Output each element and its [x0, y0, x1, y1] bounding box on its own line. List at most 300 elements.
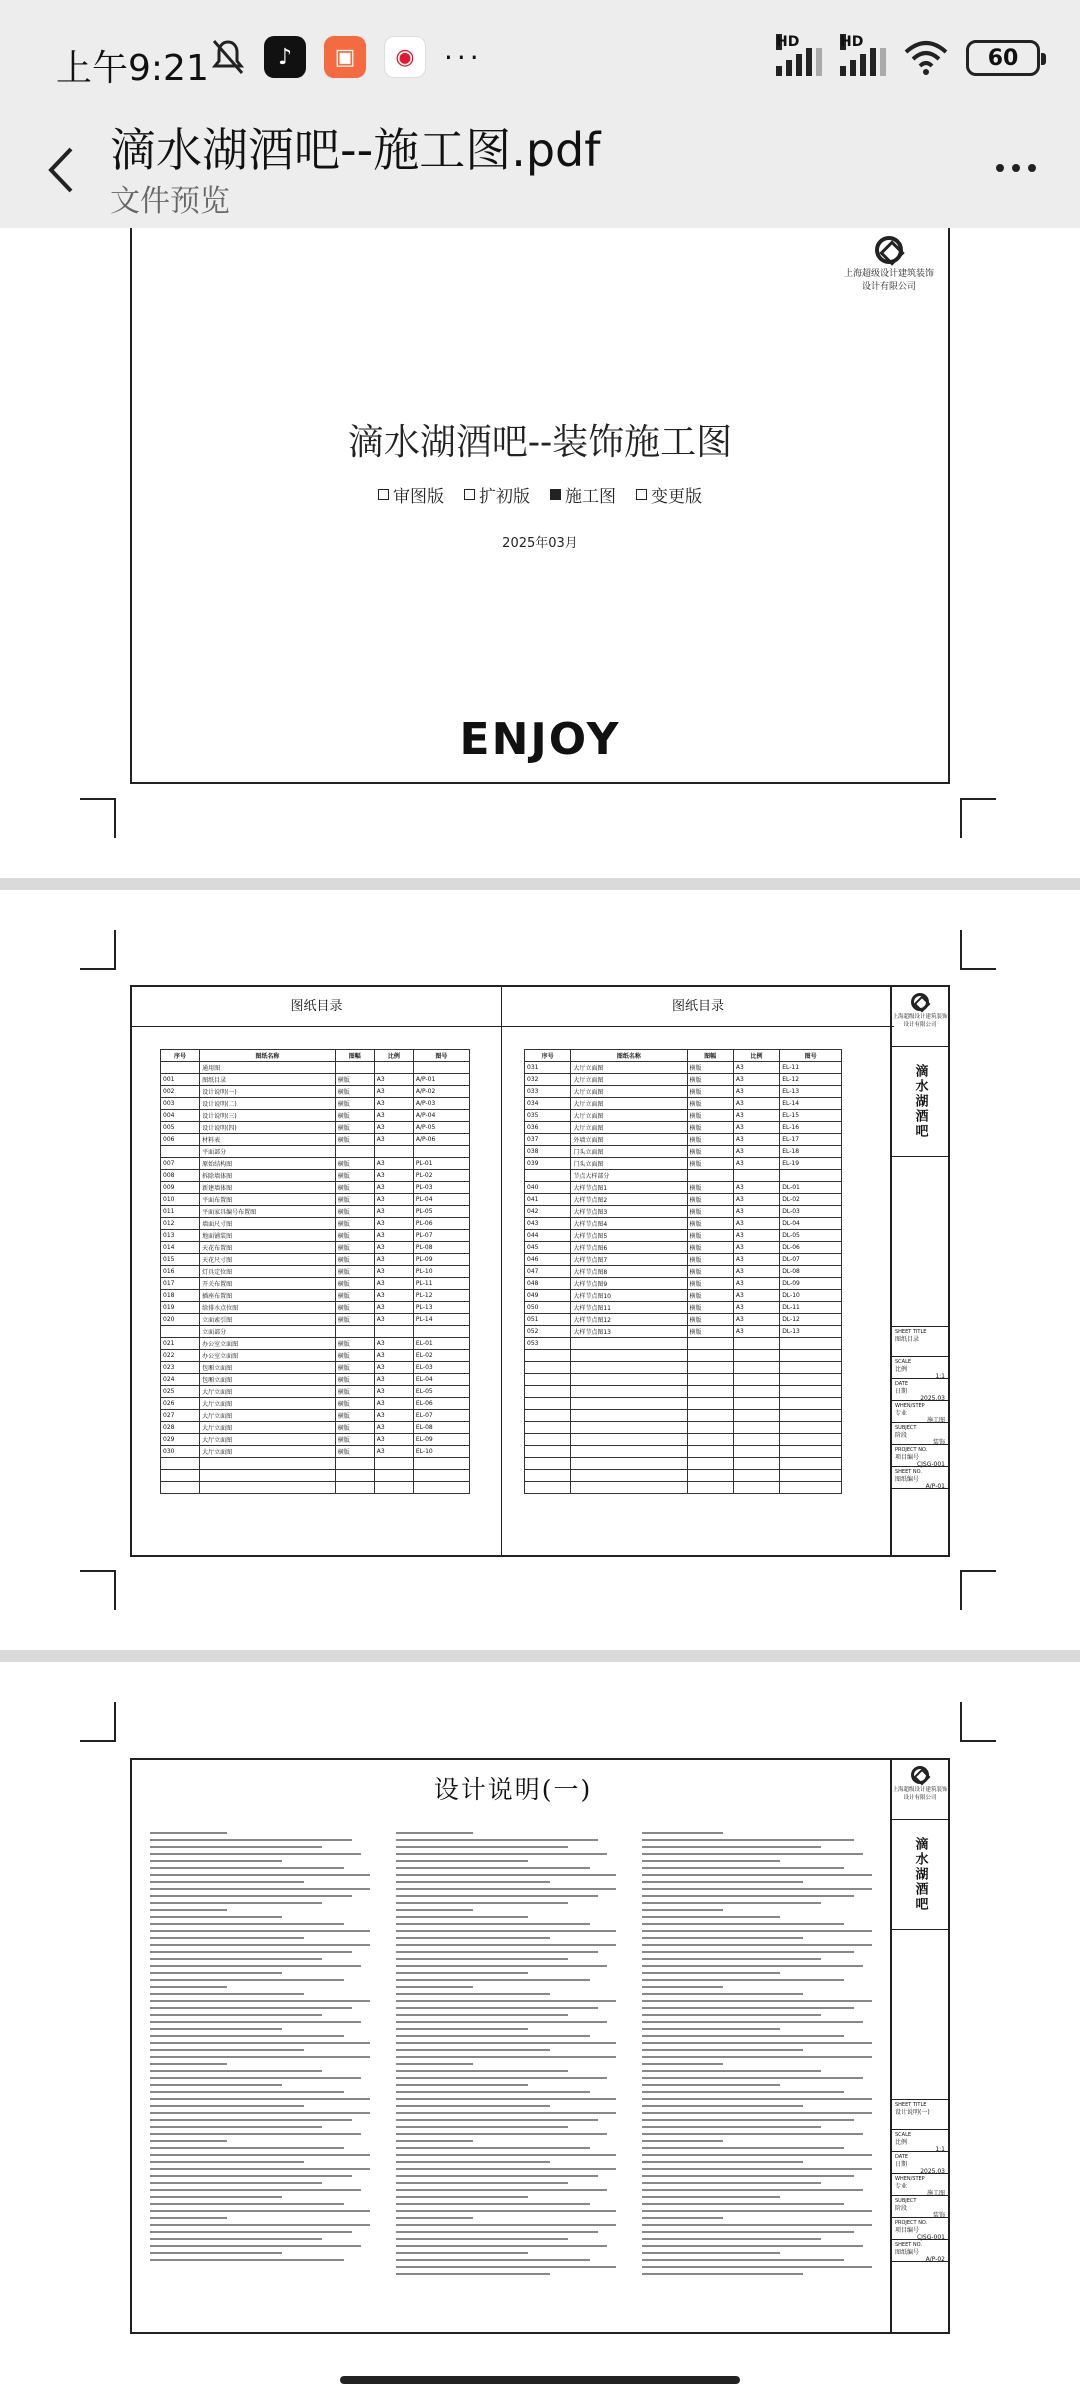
- notes-text-line: [642, 2028, 780, 2030]
- notes-text-line: [396, 2210, 616, 2212]
- catalogue-cell: 横版: [335, 1338, 374, 1350]
- catalogue-cell: 横版: [335, 1242, 374, 1254]
- crop-mark: [80, 1702, 116, 1742]
- catalogue-row: [525, 1182, 842, 1194]
- catalogue-cell: PL-04: [413, 1194, 469, 1206]
- notes-text-line: [150, 1839, 352, 1841]
- notes-text-line: [642, 2112, 872, 2114]
- catalogue-row: [161, 1362, 470, 1374]
- notes-text-line: [150, 1909, 227, 1911]
- catalogue-table-right: [524, 1049, 842, 1494]
- tiktok-icon: ♪: [264, 36, 306, 78]
- catalogue-cell: 横版: [687, 1254, 733, 1266]
- notes-text-line: [642, 1923, 844, 1925]
- notes-text-line: [642, 2133, 863, 2135]
- catalogue-row: [161, 1326, 470, 1338]
- catalogue-row: [525, 1134, 842, 1146]
- catalogue-cell: A3: [733, 1098, 779, 1110]
- home-indicator[interactable]: [340, 2376, 740, 2384]
- catalogue-cell: A3: [733, 1314, 779, 1326]
- notes-text-line: [150, 2063, 227, 2065]
- catalogue-empty-row: [525, 1482, 842, 1494]
- document-subtitle: 文件预览: [110, 184, 230, 219]
- catalogue-cell: 047: [525, 1266, 571, 1278]
- catalogue-empty-row: [525, 1446, 842, 1458]
- notes-text-line: [150, 2126, 322, 2128]
- catalogue-cell: PL-01: [413, 1158, 469, 1170]
- wifi-icon: [904, 40, 948, 76]
- catalogue-cell: EL-02: [413, 1350, 469, 1362]
- notes-text-line: [150, 2014, 322, 2016]
- notes-text-line: [642, 1881, 803, 1883]
- notes-text-line: [642, 2063, 723, 2065]
- catalogue-cell: 大厅立面图: [571, 1098, 687, 1110]
- catalogue-cell: DL-04: [780, 1218, 842, 1230]
- catalogue-empty-row: [525, 1434, 842, 1446]
- notes-text-line: [396, 1951, 598, 1953]
- pdf-page-1[interactable]: [0, 228, 1080, 878]
- catalogue-cell: PL-14: [413, 1314, 469, 1326]
- catalogue-row: [161, 1230, 470, 1242]
- catalogue-cell: A3: [733, 1182, 779, 1194]
- catalogue-column-header: 图幅: [335, 1050, 374, 1062]
- notes-text-line: [150, 2028, 282, 2030]
- catalogue-empty-row: [525, 1362, 842, 1374]
- catalogue-empty-row: [525, 1470, 842, 1482]
- catalogue-cell: 横版: [687, 1122, 733, 1134]
- page-separator: [0, 1650, 1080, 1662]
- catalogue-cell: 大样节点图10: [571, 1290, 687, 1302]
- crop-mark: [960, 798, 996, 838]
- catalogue-cell: 横版: [687, 1290, 733, 1302]
- notes-text-line: [396, 1902, 568, 1904]
- silent-bell-icon: [210, 37, 246, 77]
- notes-text-line: [642, 1972, 780, 1974]
- catalogue-cell: A/P-01: [413, 1074, 469, 1086]
- catalogue-cell: 044: [525, 1230, 571, 1242]
- catalogue-cell: 天花布置图: [200, 1242, 336, 1254]
- catalogue-cell: PL-08: [413, 1242, 469, 1254]
- notes-text-line: [396, 2231, 598, 2233]
- pdf-page-3[interactable]: [0, 1662, 1080, 2400]
- catalogue-row: [525, 1218, 842, 1230]
- catalogue-cell: 设计说明(一): [200, 1086, 336, 1098]
- catalogue-empty-row: [161, 1482, 470, 1494]
- notes-column: [150, 1832, 370, 2266]
- catalogue-cell: A3: [374, 1086, 413, 1098]
- catalogue-cell: 横版: [335, 1314, 374, 1326]
- catalogue-empty-row: [525, 1398, 842, 1410]
- catalogue-row: [525, 1242, 842, 1254]
- notes-text-line: [396, 1860, 528, 1862]
- catalogue-cell: A3: [733, 1146, 779, 1158]
- catalogue-cell: A3: [374, 1230, 413, 1242]
- title-block-revisions: [892, 1157, 948, 1327]
- title-block-logo: 上海超级设计建筑装饰 设计有限公司: [892, 1760, 948, 1820]
- catalogue-cell: 横版: [687, 1134, 733, 1146]
- pdf-page-2[interactable]: [0, 890, 1080, 1650]
- catalogue-cell: 大样节点图6: [571, 1242, 687, 1254]
- notes-text-line: [642, 2196, 780, 2198]
- title-block-row: PROJECT NO. 项目编号 CJSG-001: [892, 2218, 948, 2240]
- title-block-row: SCALE 比例 1:1: [892, 1357, 948, 1379]
- notes-text-line: [396, 2070, 568, 2072]
- more-notifications-icon: ···: [444, 40, 483, 74]
- catalogue-cell: [374, 1326, 413, 1338]
- notes-text-line: [150, 1895, 352, 1897]
- notes-text-line: [396, 2077, 607, 2079]
- catalogue-cell: 020: [161, 1314, 200, 1326]
- notes-text-line: [396, 2105, 550, 2107]
- catalogue-cell: [413, 1062, 469, 1074]
- catalogue-cell: 046: [525, 1254, 571, 1266]
- option-preliminary: 扩初版: [464, 482, 530, 507]
- catalogue-cell: 013: [161, 1230, 200, 1242]
- notes-text-line: [150, 1993, 304, 1995]
- notes-text-line: [150, 2259, 344, 2261]
- catalogue-cell: 019: [161, 1302, 200, 1314]
- catalogue-cell: 039: [525, 1158, 571, 1170]
- catalogue-row: [161, 1098, 470, 1110]
- catalogue-row: [525, 1098, 842, 1110]
- notes-text-line: [150, 2056, 370, 2058]
- catalogue-cell: DL-06: [780, 1242, 842, 1254]
- catalogue-cell: EL-14: [780, 1098, 842, 1110]
- crop-mark: [80, 930, 116, 970]
- catalogue-cell: 042: [525, 1206, 571, 1218]
- catalogue-cell: A3: [733, 1062, 779, 1074]
- catalogue-row: [161, 1410, 470, 1422]
- notes-text-line: [396, 2252, 528, 2254]
- catalogue-cell: 门头立面图: [571, 1158, 687, 1170]
- catalogue-row: [161, 1350, 470, 1362]
- notes-text-line: [396, 2189, 607, 2191]
- catalogue-cell: 008: [161, 1170, 200, 1182]
- catalogue-row: [161, 1338, 470, 1350]
- notes-text-line: [150, 2161, 304, 2163]
- catalogue-cell: 009: [161, 1182, 200, 1194]
- catalogue-row: [161, 1386, 470, 1398]
- catalogue-row: [161, 1254, 470, 1266]
- catalogue-cell: [335, 1146, 374, 1158]
- catalogue-cell: 大厅立面图: [200, 1446, 336, 1458]
- catalogue-cell: 横版: [335, 1290, 374, 1302]
- catalogue-cell: 横版: [687, 1158, 733, 1170]
- notes-text-line: [642, 1986, 723, 1988]
- option-revision: 变更版: [636, 482, 702, 507]
- notes-text-line: [642, 2203, 844, 2205]
- catalogue-heading: 图纸目录: [502, 987, 894, 1027]
- catalogue-cell: 拆除墙体图: [200, 1170, 336, 1182]
- catalogue-row: [161, 1218, 470, 1230]
- catalogue-cell: EL-06: [413, 1398, 469, 1410]
- catalogue-sheet: [130, 985, 950, 1557]
- notes-text-line: [150, 2210, 370, 2212]
- catalogue-cell: A3: [374, 1134, 413, 1146]
- back-button[interactable]: [30, 130, 90, 210]
- catalogue-row: [161, 1302, 470, 1314]
- catalogue-column-header: 比例: [733, 1050, 779, 1062]
- catalogue-column-header: 图纸名称: [200, 1050, 336, 1062]
- catalogue-row: [161, 1182, 470, 1194]
- catalogue-cell: 010: [161, 1194, 200, 1206]
- notes-text-line: [642, 1944, 872, 1946]
- catalogue-cell: 横版: [687, 1098, 733, 1110]
- notes-text-line: [642, 1937, 803, 1939]
- catalogue-row: [161, 1086, 470, 1098]
- catalogue-cell: 016: [161, 1266, 200, 1278]
- crop-mark: [80, 1570, 116, 1610]
- catalogue-cell: 053: [525, 1338, 571, 1350]
- catalogue-cell: 横版: [335, 1182, 374, 1194]
- notes-text-line: [642, 2084, 780, 2086]
- notes-column: [642, 1832, 872, 2280]
- catalogue-cell: 横版: [335, 1254, 374, 1266]
- catalogue-table-left: [160, 1049, 470, 1494]
- notes-text-line: [396, 2126, 568, 2128]
- notes-text-line: [396, 2238, 568, 2240]
- hd-label: HD: [840, 34, 864, 50]
- notes-text-line: [150, 2070, 322, 2072]
- catalogue-cell: 节点大样部分: [571, 1170, 687, 1182]
- catalogue-cell: 横版: [335, 1398, 374, 1410]
- catalogue-cell: 052: [525, 1326, 571, 1338]
- catalogue-cell: 开关布置图: [200, 1278, 336, 1290]
- catalogue-row: [161, 1074, 470, 1086]
- catalogue-cell: 051: [525, 1314, 571, 1326]
- catalogue-cell: A3: [374, 1350, 413, 1362]
- catalogue-cell: A3: [374, 1110, 413, 1122]
- catalogue-cell: 立面部分: [200, 1326, 336, 1338]
- notes-text-line: [396, 2224, 616, 2226]
- notes-text-line: [150, 2035, 344, 2037]
- notes-text-line: [396, 1993, 550, 1995]
- catalogue-cell: [571, 1338, 687, 1350]
- notes-text-line: [396, 1958, 568, 1960]
- notes-text-line: [150, 1853, 361, 1855]
- notes-text-line: [642, 2259, 844, 2261]
- catalogue-cell: DL-03: [780, 1206, 842, 1218]
- title-block-row: SHEET NO. 图纸编号 A/P-01: [892, 1467, 948, 1489]
- catalogue-cell: 030: [161, 1446, 200, 1458]
- catalogue-row: [525, 1158, 842, 1170]
- catalogue-cell: 平面布置图: [200, 1194, 336, 1206]
- catalogue-cell: 043: [525, 1218, 571, 1230]
- catalogue-row: [161, 1146, 470, 1158]
- notes-text-line: [396, 2175, 598, 2177]
- title-block-row: SUBJECT 阶段 装饰: [892, 1423, 948, 1445]
- notes-text-line: [396, 2084, 528, 2086]
- catalogue-cell: EL-10: [413, 1446, 469, 1458]
- catalogue-cell: A3: [374, 1218, 413, 1230]
- notes-text-line: [396, 1853, 607, 1855]
- catalogue-cell: [733, 1338, 779, 1350]
- catalogue-column-header: 图幅: [687, 1050, 733, 1062]
- catalogue-cell: 包厢立面图: [200, 1362, 336, 1374]
- catalogue-empty-row: [161, 1470, 470, 1482]
- catalogue-cell: 横版: [335, 1410, 374, 1422]
- notes-text-line: [396, 2028, 528, 2030]
- catalogue-cell: A/P-05: [413, 1122, 469, 1134]
- catalogue-cell: [335, 1062, 374, 1074]
- notes-text-line: [396, 2021, 607, 2023]
- catalogue-cell: EL-08: [413, 1422, 469, 1434]
- notes-text-line: [396, 2182, 568, 2184]
- catalogue-row: [525, 1146, 842, 1158]
- notes-text-line: [642, 1993, 803, 1995]
- title-block-row: WHEN/STEP 专业 施工图: [892, 2174, 948, 2196]
- notes-text-line: [150, 2196, 282, 2198]
- notes-text-line: [396, 1888, 616, 1890]
- notes-text-line: [642, 2042, 872, 2044]
- catalogue-row: [161, 1158, 470, 1170]
- catalogue-cell: 立面索引图: [200, 1314, 336, 1326]
- catalogue-cell: 横版: [335, 1446, 374, 1458]
- notes-text-line: [642, 2049, 803, 2051]
- catalogue-row: [525, 1086, 842, 1098]
- catalogue-cell: A3: [374, 1386, 413, 1398]
- catalogue-cell: 002: [161, 1086, 200, 1098]
- catalogue-cell: EL-17: [780, 1134, 842, 1146]
- notes-text-line: [396, 2119, 598, 2121]
- catalogue-cell: 横版: [335, 1422, 374, 1434]
- notes-text-line: [642, 1965, 863, 1967]
- notes-text-line: [642, 2217, 723, 2219]
- catalogue-column-header: 序号: [525, 1050, 571, 1062]
- catalogue-cell: [687, 1170, 733, 1182]
- catalogue-cell: 横版: [335, 1218, 374, 1230]
- catalogue-cell: A3: [733, 1158, 779, 1170]
- notes-text-line: [150, 2112, 370, 2114]
- more-options-button[interactable]: [986, 138, 1046, 198]
- catalogue-cell: 038: [525, 1146, 571, 1158]
- catalogue-cell: 028: [161, 1422, 200, 1434]
- notes-text-line: [396, 2042, 616, 2044]
- catalogue-cell: 033: [525, 1086, 571, 1098]
- catalogue-cell: A3: [733, 1074, 779, 1086]
- title-block-row: PROJECT NO. 项目编号 CJSG-001: [892, 1445, 948, 1467]
- dot-icon: [1012, 164, 1020, 172]
- notes-text-line: [150, 2238, 322, 2240]
- catalogue-cell: 横版: [687, 1074, 733, 1086]
- notes-text-line: [396, 1916, 528, 1918]
- catalogue-empty-row: [525, 1386, 842, 1398]
- notes-text-line: [150, 2252, 282, 2254]
- catalogue-cell: A3: [374, 1266, 413, 1278]
- catalogue-cell: 大厅立面图: [571, 1062, 687, 1074]
- notes-text-line: [642, 2000, 872, 2002]
- catalogue-row: [161, 1446, 470, 1458]
- notes-text-line: [396, 2098, 616, 2100]
- notes-text-line: [642, 1951, 854, 1953]
- catalogue-cell: [525, 1170, 571, 1182]
- catalogue-cell: 大样节点图11: [571, 1302, 687, 1314]
- catalogue-cell: 大样节点图8: [571, 1266, 687, 1278]
- notes-text-line: [642, 2252, 780, 2254]
- notes-text-line: [642, 1916, 780, 1918]
- catalogue-row: [525, 1170, 842, 1182]
- catalogue-heading: 图纸目录: [132, 987, 501, 1027]
- notes-text-line: [642, 1979, 844, 1981]
- catalogue-cell: 041: [525, 1194, 571, 1206]
- notes-text-line: [396, 1846, 568, 1848]
- catalogue-cell: A3: [733, 1278, 779, 1290]
- catalogue-cell: PL-12: [413, 1290, 469, 1302]
- catalogue-cell: 029: [161, 1434, 200, 1446]
- notes-text-line: [642, 2098, 872, 2100]
- catalogue-cell: EL-01: [413, 1338, 469, 1350]
- notes-text-line: [396, 1986, 473, 1988]
- notes-text-line: [150, 2098, 370, 2100]
- catalogue-cell: 011: [161, 1206, 200, 1218]
- notes-text-line: [150, 1874, 370, 1876]
- notes-text-line: [150, 1832, 227, 1834]
- notes-text-line: [396, 2063, 473, 2065]
- catalogue-cell: A3: [733, 1230, 779, 1242]
- notes-text-line: [150, 2154, 370, 2156]
- catalogue-column-header: 序号: [161, 1050, 200, 1062]
- notes-text-line: [150, 2105, 304, 2107]
- catalogue-cell: PL-07: [413, 1230, 469, 1242]
- catalogue-cell: 048: [525, 1278, 571, 1290]
- catalogue-cell: 办公室立面图: [200, 1338, 336, 1350]
- catalogue-cell: A3: [733, 1110, 779, 1122]
- notes-text-line: [396, 2112, 616, 2114]
- option-review: 审图版: [378, 482, 444, 507]
- catalogue-row: [161, 1266, 470, 1278]
- catalogue-cell: A3: [374, 1410, 413, 1422]
- catalogue-cell: 门头立面图: [571, 1146, 687, 1158]
- catalogue-cell: A/P-06: [413, 1134, 469, 1146]
- catalogue-cell: A3: [374, 1302, 413, 1314]
- notes-text-line: [150, 2091, 344, 2093]
- notes-text-line: [150, 2049, 304, 2051]
- catalogue-cell: 横版: [687, 1278, 733, 1290]
- catalogue-cell: DL-09: [780, 1278, 842, 1290]
- notes-text-line: [642, 2161, 803, 2163]
- catalogue-cell: PL-02: [413, 1170, 469, 1182]
- notes-text-line: [642, 2245, 863, 2247]
- catalogue-cell: A3: [733, 1206, 779, 1218]
- system-indicators: [776, 34, 1040, 76]
- catalogue-cell: 大厅立面图: [571, 1110, 687, 1122]
- catalogue-cell: A3: [733, 1326, 779, 1338]
- notes-text-line: [150, 2133, 361, 2135]
- hd-label: HD: [776, 34, 800, 50]
- notes-text-line: [396, 2217, 473, 2219]
- notes-text-line: [642, 1930, 872, 1932]
- catalogue-cell: 横版: [687, 1146, 733, 1158]
- notes-text-line: [396, 2266, 616, 2268]
- catalogue-cell: 022: [161, 1350, 200, 1362]
- title-block-row: DATE 日期 2025.03: [892, 2152, 948, 2174]
- company-logo-icon: [875, 236, 903, 264]
- catalogue-cell: 大厅立面图: [200, 1422, 336, 1434]
- catalogue-cell: A3: [374, 1194, 413, 1206]
- catalogue-cell: A3: [374, 1398, 413, 1410]
- catalogue-cell: 大厅立面图: [200, 1434, 336, 1446]
- catalogue-cell: A3: [374, 1182, 413, 1194]
- notes-text-line: [150, 2245, 361, 2247]
- catalogue-cell: PL-13: [413, 1302, 469, 1314]
- document-title: 滴水湖酒吧--施工图.pdf: [110, 123, 601, 177]
- catalogue-cell: 新建墙体图: [200, 1182, 336, 1194]
- catalogue-cell: 横版: [335, 1266, 374, 1278]
- notes-text-line: [642, 1902, 821, 1904]
- dot-icon: [1028, 164, 1036, 172]
- notes-text-line: [642, 2056, 872, 2058]
- title-block-row: DATE 日期 2025.03: [892, 1379, 948, 1401]
